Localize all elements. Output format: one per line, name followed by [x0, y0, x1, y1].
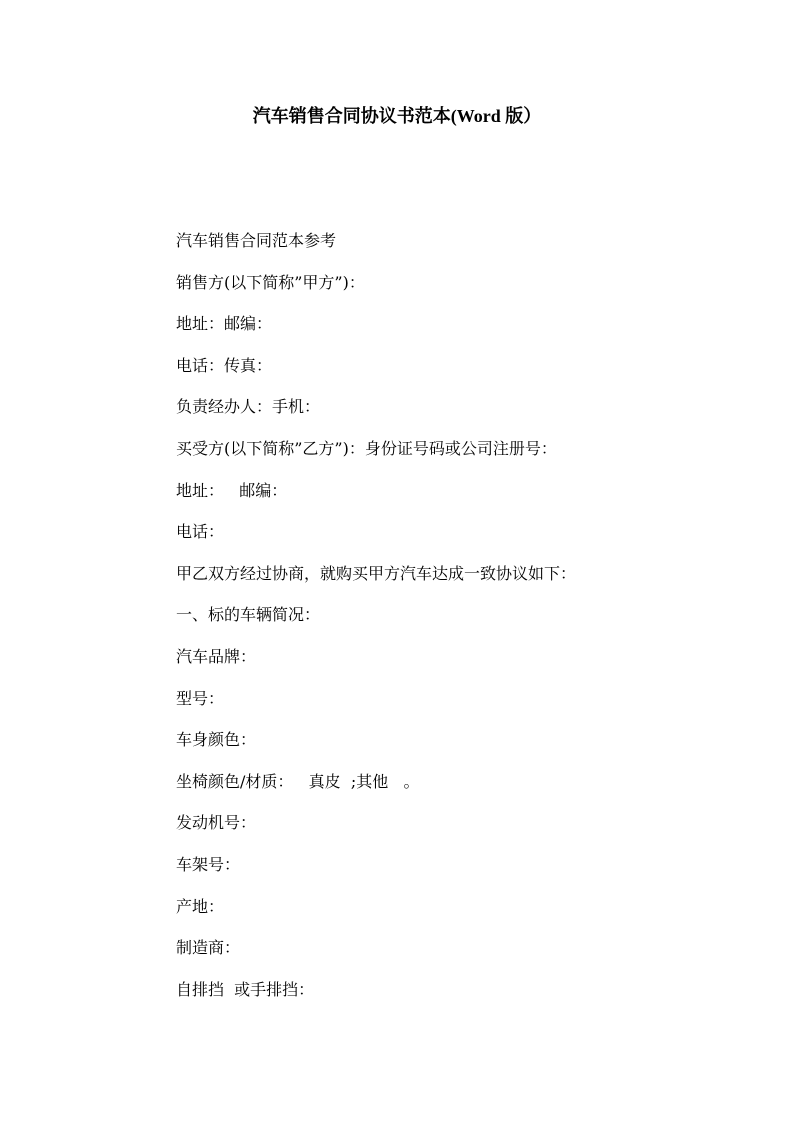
body-line: 自排挡 或手排挡：	[176, 979, 315, 999]
body-line: 汽车品牌：	[176, 646, 257, 666]
body-line: 型号：	[176, 688, 225, 708]
body-line: 甲乙双方经过协商，就购买甲方汽车达成一致协议如下：	[176, 563, 577, 583]
body-line: 发动机号：	[176, 813, 257, 833]
body-line: 产地：	[176, 896, 225, 916]
body-line: 负责经办人：手机：	[176, 397, 321, 417]
body-line: 电话：	[176, 522, 225, 542]
body-line: 车身颜色：	[176, 730, 257, 750]
body-line: 销售方(以下简称”甲方”)：	[176, 272, 365, 292]
body-line: 坐椅颜色/材质： 真皮 ;其他 。	[176, 771, 420, 791]
body-line: 地址：邮编：	[176, 314, 273, 334]
body-line: 电话：传真：	[176, 355, 273, 375]
document-title: 汽车销售合同协议书范本(Word 版）	[252, 106, 542, 126]
body-line: 汽车销售合同范本参考	[176, 231, 337, 250]
document-body	[176, 229, 734, 1019]
body-line: 车架号：	[176, 854, 241, 874]
body-line: 一、标的车辆简况：	[176, 605, 321, 625]
body-line: 买受方(以下简称”乙方”)：身份证号码或公司注册号：	[176, 438, 557, 458]
body-line: 制造商：	[176, 938, 241, 958]
body-line: 地址： 邮编：	[176, 480, 288, 500]
